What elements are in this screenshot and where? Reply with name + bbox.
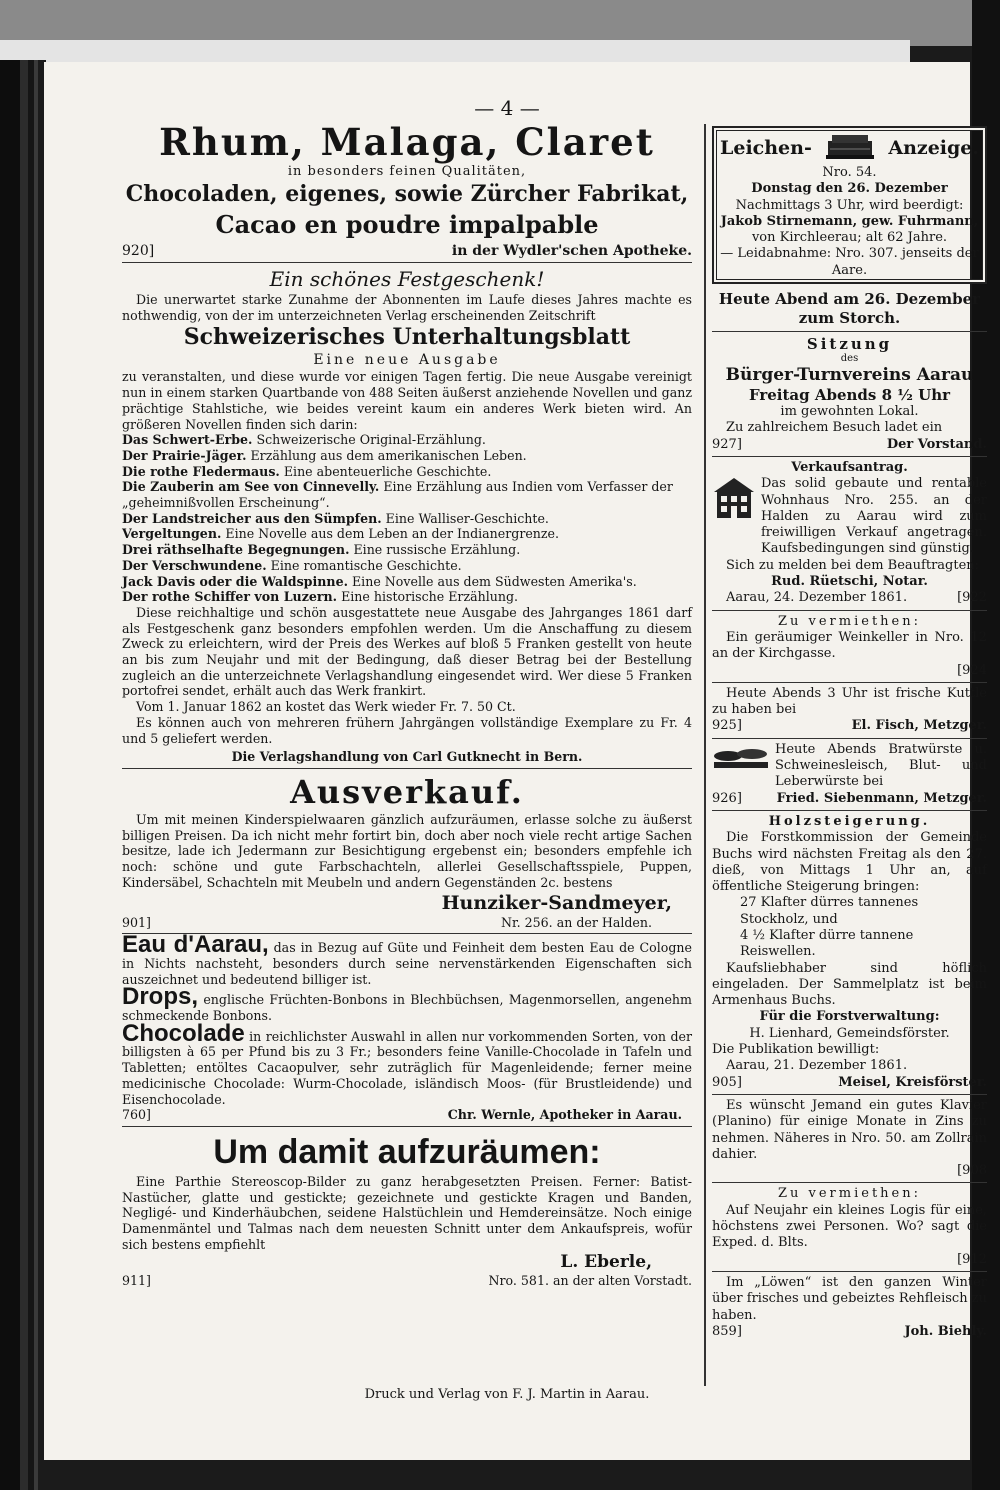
aufraeumen-p1: Eine Parthie Stereoscop-Bilder zu ganz herabgesetzten Preisen. Ferner: Batist-Nastücher, glatte und gestickte; gezeichnete und gestickte Kragen und Banden, Negligé- und Kinderhäubchen, seidene Halstüchlein und Hemdereinsätze. Noch einige Damenmäntel und Talmas nach dem neuesten Schnitt unter dem Ankaufspreis, wofür sich bestens empfiehlt <box>122 1173 692 1252</box>
weinkeller-title: Zu vermiethen: <box>777 613 921 629</box>
logis-text: Auf Neujahr ein kleines Logis für eine, höchstens zwei Personen. Wo? sagt die Exped. d. Blts. <box>712 1202 987 1251</box>
coffin-icon <box>824 131 876 165</box>
fest-p2: zu veranstalten, und diese wurde vor einigen Tagen fertig. Die neue Ausgabe vereinigt nun in einem starken Quartbande von 488 Seiten äußerst anziehende Novellen und ganz prächtige Stahlstiche, wie beides vereint kaum ein anderes Werk bieten wird. An größeren Novellen finden sich darin: <box>122 369 692 432</box>
ad-loewen <box>712 1275 987 1340</box>
imprint-footer: Druck und Verlag von F. J. Martin in Aarau. <box>364 1387 650 1402</box>
holz-fuer: Für die Forstverwaltung: <box>759 1009 940 1025</box>
newspaper-page <box>44 62 987 1460</box>
holz-item2: 4 ½ Klafter dürre tannene Reiswellen. <box>740 927 914 960</box>
rhum-apotheke: in der Wydler'schen Apotheke. <box>451 243 692 259</box>
fest-ausgabe: Eine neue Ausgabe <box>313 352 501 369</box>
logis-number: [912 <box>957 1251 987 1267</box>
verkauf-date: Aarau, 24. Dezember 1861. <box>726 590 908 606</box>
rhum-title: Rhum, Malaga, Claret <box>159 120 655 164</box>
list-item: Der Verschwundene. Eine romantische Geschichte. <box>122 557 462 573</box>
rhum-number: 920] <box>122 243 155 259</box>
verkauf-name: Rud. Rüetschi, Notar. <box>771 574 928 590</box>
page-number: — 4 — <box>474 96 540 120</box>
aufraeumen-number: 911] <box>122 1273 151 1289</box>
holz-item1: 27 Klafter dürres tannenes Stockholz, und <box>740 895 919 927</box>
ad-weinkeller <box>712 614 987 679</box>
aufraeumen-name: L. Eberle, <box>560 1252 652 1273</box>
fest-p3: Diese reichhaltige und schön ausgestattete neue Ausgabe des Jahrganges 1861 darf als Festgeschenk ganz besonders empfohlen werden. Um die Anschaffung zu diesem Zweck zu erleichtern, wird der Preis des Werkes auf bloß 5 Franken gestellt von heute an bis zum Neujahr und mit der Bedingung, daß dieser Betrag bei der Bestellung zugleich an die unterzeichnete Verlagshandlung eingesendet wird. Wer diese 5 Franken portofrei sendet, erhält auch das Werk frankirt. <box>122 604 692 699</box>
holz-sig: Meisel, Kreisförster. <box>838 1074 987 1090</box>
loewen-number: 859] <box>712 1323 742 1339</box>
loewen-sig: Joh. Biehly. <box>904 1323 987 1339</box>
brat-sig: Fried. Siebenmann, Metzger. <box>776 790 987 806</box>
holz-date: Aarau, 21. Dezember 1861. <box>726 1058 908 1074</box>
holz-foerster: H. Lienhard, Gemeindsförster. <box>749 1025 950 1041</box>
holz-number: 905] <box>712 1074 742 1090</box>
fest-title: Ein schönes Festgeschenk! <box>269 267 545 291</box>
ad-leichen-anzeige <box>712 126 987 284</box>
fest-p1: Die unerwartet starke Zunahme der Abonnenten im Laufe dieses Jahres machte es nothwendig, von der im unterzeichneten Verlag erscheinenden Zeitschrift <box>122 292 692 323</box>
weinkeller-number: [924 <box>957 662 987 678</box>
book-spine <box>0 60 46 1490</box>
rhum-sub3: Cacao en poudre impalpable <box>215 210 599 239</box>
left-column <box>122 120 692 1289</box>
leichen-l5: — Leidabnahme: Nro. 307. jenseits der Aare. <box>720 246 979 278</box>
rhum-sub1: in besonders feinen Qualitäten, <box>287 164 527 179</box>
ausverkauf-title: Ausverkauf. <box>290 772 524 811</box>
house-icon <box>712 476 756 557</box>
ad-kuttle <box>712 686 987 735</box>
ad-logis <box>712 1186 987 1267</box>
list-item: Der Prairie-Jäger. Erzählung aus dem amerikanischen Leben. <box>122 447 527 463</box>
leichen-l4: von Kirchleerau; alt 62 Jahre. <box>751 230 948 246</box>
ad-festgeschenk <box>122 266 692 765</box>
wernle-sig: Chr. Wernle, Apotheker in Aarau. <box>447 1107 682 1123</box>
sausage-icon <box>712 742 770 776</box>
list-item: Das Schwert-Erbe. Schweizerische Original-Erzählung. <box>122 432 486 448</box>
logis-title: Zu vermiethen: <box>777 1186 921 1202</box>
kuttle-sig: El. Fisch, Metzger. <box>851 718 987 734</box>
turn-des: des <box>840 353 859 365</box>
turn-lokal: im gewohnten Lokal. <box>780 404 919 420</box>
eau-label: Eau d'Aarau, <box>122 931 269 959</box>
weinkeller-text: Ein geräumiger Weinkeller in Nro. 12 an der Kirchgasse. <box>712 629 987 662</box>
ad-klavier <box>712 1098 987 1179</box>
verkauf-text: Das solid gebaute und rentable Wohnhaus Nro. 255. an der Halden zu Aarau wird zum freiwilligen Verkauf angetragen. Kaufsbedingungen sind günstig. <box>761 476 987 557</box>
klavier-text: Es wünscht Jemand ein gutes Klavier (Planino) für einige Monate in Zins zu nehmen. Näheres in Nro. 50. am Zollrain dahier. <box>712 1097 987 1162</box>
choc-text: in reichlichster Auswahl in allen nur vorkommenden Sorten, von der billigsten à 65 per Pfund bis zu 3 Fr.; besonders feine Vanille-Chocolade in Tafeln und Tabletten; entöltes Cacaopulver, sehr zuträglich für Magenleidende; ferner meine medicinische Chocolade: Wurm-Chocolade, isländisch Moos- (für Brustleidende) und Eisenchocolade. <box>122 1028 692 1107</box>
ad-ausverkauf <box>122 772 692 930</box>
kuttle-text: Heute Abends 3 Uhr ist frische Kuttle zu haben bei <box>712 685 987 718</box>
list-item: Der rothe Schiffer von Luzern. Eine historische Erzählung. <box>122 589 519 605</box>
leichen-l1: Donstag den 26. Dezember <box>751 181 948 197</box>
drops-text: englische Früchten-Bonbons in Blechbüchsen, Magenmorsellen, angenehm schmeckende Bonbons. <box>122 992 692 1024</box>
choc-label: Chocolade <box>122 1019 245 1047</box>
loewen-text: Im „Löwen“ ist den ganzen Winter über frisches und gebeiztes Rehfleisch zu haben. <box>712 1274 987 1323</box>
list-item: Die Zauberin am See von Cinnevelly. Eine Erzählung aus Indien vom Verfasser der „geheimnißvollen Erscheinung“. <box>122 479 673 511</box>
turn-sitzung: Sitzung <box>806 335 893 354</box>
ad-holzsteigerung <box>712 814 987 1091</box>
brat-number: 926] <box>712 790 742 806</box>
verkauf-sich: Sich zu melden bei dem Beauftragten: <box>726 557 980 573</box>
drops-label: Drops, <box>122 983 199 1011</box>
ausverkauf-p1: Um mit meinen Kinderspielwaaren gänzlich aufzuräumen, erlasse solche zu äußerst billigen Preisen. Da ich nicht mehr fortirt bin, doch aber noch viele recht artige Sachen besitze, lade ich Jedermann zur Besichtigung ergebenst ein; besonders empfehle ich noch: schöne und gute Farbschachteln, allerlei Gesellschaftsspiele, Puppen, Kindersäbel, Schachteln mit Meubeln und andern Gegenständen 2c. bestens <box>122 811 692 890</box>
holz-p2: Kaufsliebhaber sind höflich eingeladen. Der Sammelplatz ist beim Armenhaus Buchs. <box>712 960 987 1009</box>
ad-aufraeumen <box>122 1130 692 1289</box>
fest-verlag: Die Verlagshandlung von Carl Gutknecht in Bern. <box>231 749 583 765</box>
ad-wernle <box>122 931 692 1123</box>
ad-turnverein <box>712 335 987 453</box>
holz-text: Die Forstkommission der Gemeinde Buchs wird nächsten Freitag als den 27. dieß, von Mittags 1 Uhr an, auf öffentliche Steigerung bringen: <box>712 830 987 895</box>
ad-bratwurst <box>712 742 987 807</box>
aufraeumen-title: Um damit aufzuräumen: <box>213 1132 601 1171</box>
leichen-l2: Nachmittags 3 Uhr, wird beerdigt: <box>735 197 964 213</box>
rhum-sub2: Chocoladen, eigenes, sowie Zürcher Fabrikat, <box>125 181 689 207</box>
list-item: Vergeltungen. Eine Novelle aus dem Leben an der Indianergrenze. <box>122 526 559 542</box>
holz-bewilligt: Die Publikation bewilligt: <box>712 1042 880 1058</box>
ad-rhum <box>122 120 692 259</box>
verkauf-number: [922 <box>957 590 987 606</box>
turn-freitag: Freitag Abends 8 ½ Uhr <box>748 386 951 405</box>
list-item: Jack Davis oder die Waldspinne. Eine Novelle aus dem Südwesten Amerika's. <box>122 573 637 589</box>
verkauf-title: Verkaufsantrag. <box>791 459 908 475</box>
leichen-nro: Nro. 54. <box>822 165 877 180</box>
list-item: Die rothe Fledermaus. Eine abenteuerliche Geschichte. <box>122 463 492 479</box>
novellen-list <box>122 432 692 605</box>
fest-p4: Vom 1. Januar 1862 an kostet das Werk wieder Fr. 7. 50 Ct. <box>136 699 516 715</box>
holz-title: Holzsteigerung. <box>768 813 931 829</box>
right-column <box>712 126 987 1340</box>
eau-text: das in Bezug auf Güte und Feinheit dem besten Eau de Cologne in Nichts nachsteht, besonders durch seine nervenstärkenden Eigenschaften sich auszeichnet und bedeutend billiger ist. <box>122 940 692 987</box>
kuttle-number: 925] <box>712 718 742 734</box>
ausverkauf-number: 901] <box>122 914 151 930</box>
turn-name: Bürger-Turnvereins Aarau <box>725 365 974 386</box>
scan-top-strip <box>0 40 910 62</box>
wernle-number: 760] <box>122 1107 151 1123</box>
leichen-l3: Jakob Stirnemann, gew. Fuhrmann, <box>720 213 979 229</box>
ausverkauf-name: Hunziker-Sandmeyer, <box>441 891 672 914</box>
turn-number: 927] <box>712 436 742 452</box>
list-item: Drei räthselhafte Begegnungen. Eine russische Erzählung. <box>122 542 521 558</box>
turn-sig: Der Vorstand. <box>886 436 987 452</box>
klavier-number: [908 <box>957 1163 987 1179</box>
brat-text: Heute Abends Bratwürste u. Schweinesleisch, Blut- und Leberwürste bei <box>775 741 987 790</box>
ad-verkaufsantrag <box>712 460 987 607</box>
leichen-title-b: Anzeige. <box>888 137 979 159</box>
aufraeumen-addr: Nro. 581. an der alten Vorstadt. <box>488 1273 692 1289</box>
fest-p5: Es können auch von mehreren frühern Jahrgängen vollständige Exemplare zu Fr. 4 und 5 geliefert werden. <box>122 714 692 746</box>
list-item: Der Landstreicher aus den Sümpfen. Eine Walliser-Geschichte. <box>122 510 549 526</box>
storch-notice: Heute Abend am 26. Dezember zum Storch. <box>718 290 981 328</box>
leichen-title-a: Leichen- <box>720 137 812 159</box>
fest-journal: Schweizerisches Unterhaltungsblatt <box>183 324 631 351</box>
ausverkauf-addr: Nr. 256. an der Halden. <box>500 914 652 930</box>
column-separator <box>704 124 706 1386</box>
turn-besuch: Zu zahlreichem Besuch ladet ein <box>726 420 943 436</box>
